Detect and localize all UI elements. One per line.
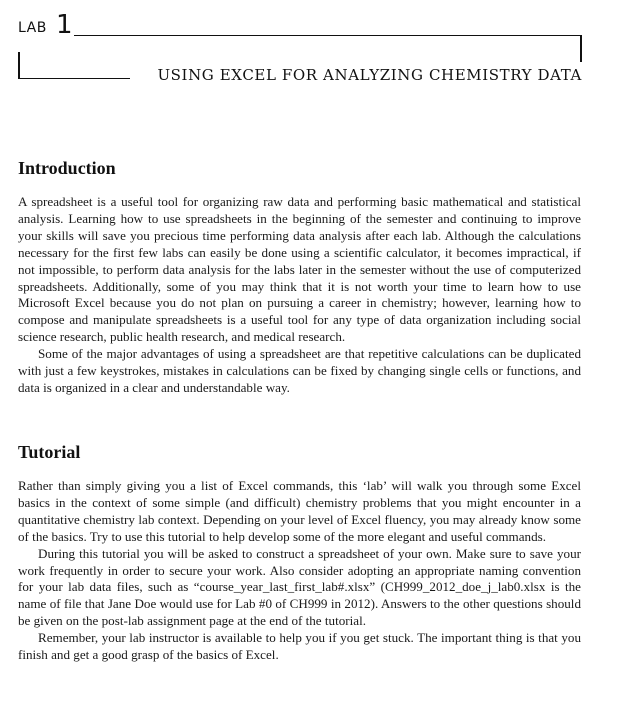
- header-rule-left: [18, 52, 20, 79]
- tutorial-body: [18, 478, 581, 664]
- introduction-body: [18, 194, 581, 397]
- lab-title: USING EXCEL FOR ANALYZING CHEMISTRY DATA: [157, 66, 582, 84]
- lab-header: [0, 0, 622, 90]
- introduction-paragraph: Some of the major advantages of using a spreadsheet are that repetitive calculations can be duplicated with just a few keystrokes, mistakes in calculations can be fixed by changing single cells or functions, and data is organized in a clear and understandable way.: [18, 346, 581, 395]
- introduction-heading: Introduction: [18, 158, 116, 178]
- header-rule-bottom: [18, 78, 130, 79]
- introduction-paragraph: A spreadsheet is a useful tool for organizing raw data and performing basic mathematical and statistical analysis. Learning how to use spreadsheets in the beginning of the semester and continuing to improve your skills will save you precious time performing data analysis after each lab. Although the calculations necessary for the first few labs can easily be done using a scientific calculator, it becomes impractical, if not impossible, to perform data analysis for the labs later in the semester without the use of computerized spreadsheets. Additionally, some of you may think that it is not worth your time to learn how to use Microsoft Excel because you do not plan on pursuing a career in chemistry; however, learning how to compose and manipulate spreadsheets is a useful tool for any type of data organization including social science research, public health research, and medical research.: [18, 194, 581, 345]
- header-rule-right: [580, 35, 582, 62]
- lab-label: LAB: [18, 20, 47, 36]
- tutorial-heading: Tutorial: [18, 442, 81, 462]
- tutorial-paragraph: During this tutorial you will be asked to construct a spreadsheet of your own. Make sure to save your work frequently in order to secure your work. Also consider adopting an appropriate naming convention for your lab data files, such as “course_year_last_first_lab#.xlsx” (CH999_2012_doe_j_lab0.xlsx is the name of file that Jane Doe would use for Lab #0 of CH999 in 2012). Answers to the other questions should be given on the post-lab assignment page at the end of the tutorial.: [18, 545, 581, 629]
- lab-number: 1: [56, 10, 73, 40]
- header-rule-top: [74, 35, 581, 36]
- tutorial-paragraph: Remember, your lab instructor is available to help you if you get stuck. The important thing is that you finish and get a good grasp of the basics of Excel.: [18, 630, 581, 663]
- tutorial-paragraph: Rather than simply giving you a list of Excel commands, this ‘lab’ will walk you through some Excel basics in the context of some simple (and difficult) chemistry problems that you might encounter in a quantitative chemistry lab context. Depending on your level of Excel fluency, you may already know some of the basics. Try to use this tutorial to help develop some of the more elegant and useful commands.: [18, 478, 581, 544]
